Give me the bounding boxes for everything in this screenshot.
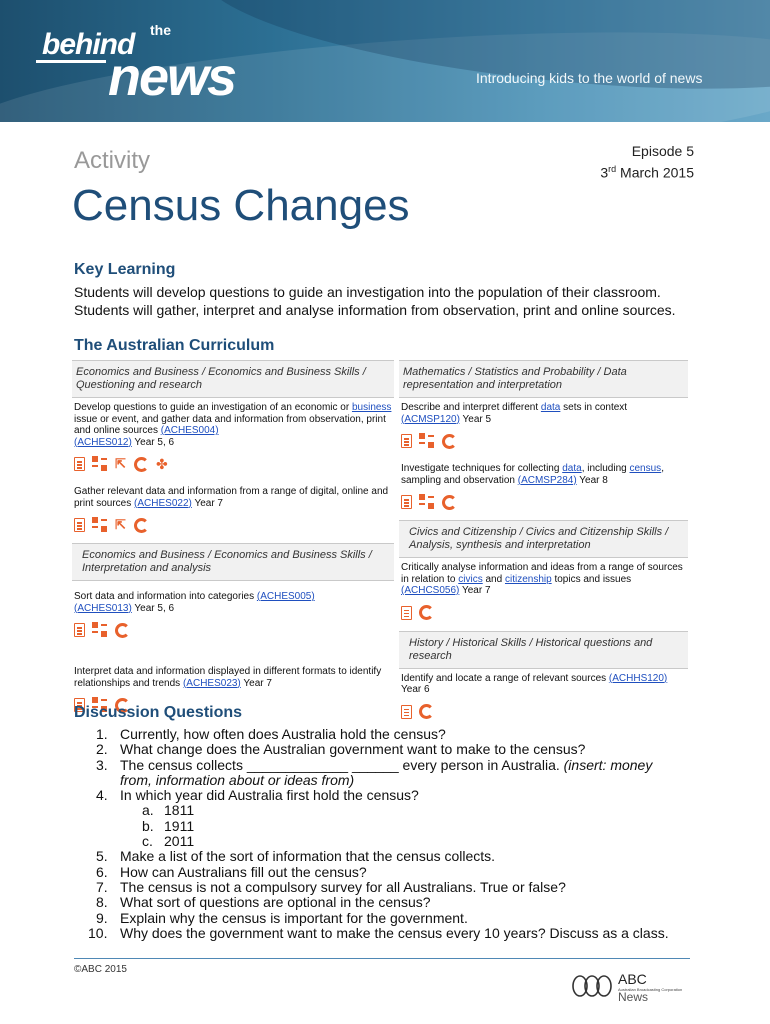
outcome-description: Gather relevant data and information from a range of digital, online and print sources (ACHES022) Year 7 — [74, 486, 389, 509]
logo-behind: behind — [42, 28, 135, 61]
outcome-description: Identify and locate a range of relevant sources (ACHHS120) Year 6 — [401, 672, 668, 695]
glossary-link[interactable]: citizenship — [504, 573, 552, 585]
footer-divider — [74, 958, 690, 959]
question-item: 1. Currently, how often does Australia hold the census? — [96, 726, 446, 742]
strand-header: Mathematics / Statistics and Probability / Data representation and interpretation — [399, 360, 688, 398]
curriculum-right-column — [399, 360, 688, 730]
outcome-description: Interpret data and information displayed in different formats to identify relationships and trends (ACHES023) Year 7 — [74, 666, 382, 689]
cursor-icon: ⇱ — [115, 456, 126, 471]
icon-row — [72, 509, 394, 543]
news-wordmark: News — [618, 990, 649, 1004]
date-day: 3 — [600, 164, 609, 181]
key-learning-line2: Students will gather, interpret and analyse information from observation, print and online sources. — [74, 302, 676, 318]
maths-icon — [92, 517, 108, 533]
c-icon — [134, 457, 149, 472]
icon-row — [399, 486, 688, 520]
c-icon — [442, 495, 457, 510]
code-link[interactable]: (ACHES005) — [256, 591, 315, 602]
glossary-link[interactable]: civics — [458, 573, 483, 585]
key-learning-heading: Key Learning — [74, 261, 176, 278]
strand-header: Civics and Citizenship / Civics and Citizenship Skills / Analysis, synthesis and interpretation — [399, 520, 688, 558]
copyright: ©ABC 2015 — [74, 964, 127, 975]
worksheet-icon — [74, 457, 85, 471]
c-icon — [419, 704, 434, 719]
question-item: 2. What change does the Australian government want to make to the census? — [96, 741, 586, 758]
icon-row — [72, 614, 394, 648]
question-item: 7. The census is not a compulsory survey for all Australians. True or false? — [96, 878, 566, 895]
question-item: 3. The census collects _____________ ______ every person in Australia. (insert: money — [96, 756, 653, 773]
strand-header: Economics and Business / Economics and Business Skills / Questioning and research — [72, 360, 394, 398]
maths-icon — [419, 494, 435, 510]
date-rest: March 2015 — [616, 164, 694, 181]
answer-option: b. 1911 — [142, 817, 195, 834]
logo-news: news — [108, 47, 236, 107]
abc-subtitle: Australian Broadcasting Corporation — [618, 987, 683, 992]
outcome-description: Critically analyse information and ideas from a range of sources in relation to civics and citizenship topics and issues (ACHCS056) Year 7 — [401, 562, 683, 596]
question-item: 10. Why does the government want to make the census every 10 years? Discuss as a class. — [88, 924, 669, 941]
answer-option: c. 2011 — [142, 833, 195, 850]
logo-the: the — [150, 22, 171, 38]
episode-number: Episode 5 — [631, 143, 694, 159]
question-continuation: from, information about or ideas from) — [120, 771, 355, 788]
strand-header: Economics and Business / Economics and Business Skills / Interpretation and analysis — [72, 543, 394, 581]
abc-swirl-icon — [572, 974, 612, 998]
page-title: Census Changes — [72, 181, 410, 230]
abc-wordmark: ABC — [618, 971, 647, 987]
question-item: 4. In which year did Australia first hold the census? — [96, 787, 419, 804]
abc-news-logo — [572, 970, 692, 1004]
strand-header: History / Historical Skills / Historical questions and research — [399, 631, 688, 669]
glossary-link[interactable]: data — [562, 463, 582, 474]
worksheet-icon — [74, 623, 85, 637]
key-learning-line1: Students will develop questions to guide an investigation into the population of their classroom. — [74, 284, 661, 300]
code-link[interactable]: (ACHES023) — [182, 677, 241, 689]
maths-icon — [419, 433, 435, 449]
c-icon — [115, 623, 130, 638]
worksheet-icon — [401, 705, 412, 719]
discussion-heading: Discussion Questions — [74, 704, 243, 721]
doc-kind: Activity — [74, 147, 151, 174]
code-link[interactable]: (ACHHS120) — [608, 672, 668, 684]
question-item: 5. Make a list of the sort of information that the census collects. — [96, 848, 496, 865]
glossary-link[interactable]: data — [540, 402, 561, 413]
c-icon — [442, 434, 457, 449]
code-link[interactable]: (ACMSP120) — [401, 413, 460, 425]
code-link[interactable]: (ACMSP284) — [517, 474, 577, 486]
worksheet-icon — [401, 495, 412, 509]
key-learning-text — [74, 283, 676, 319]
answer-option: a. 1811 — [142, 802, 195, 819]
leaf-icon: ✤ — [156, 456, 168, 472]
episode-info — [600, 142, 694, 182]
glossary-link[interactable]: census — [629, 463, 662, 474]
outcome-description: Describe and interpret different data sets in context (ACMSP120) Year 5 — [401, 402, 628, 425]
outcome-description: Sort data and information into categories (ACHES005) (ACHES013) Year 5, 6 — [74, 591, 315, 614]
glossary-link[interactable]: business — [351, 402, 392, 413]
episode-date — [600, 160, 694, 182]
maths-icon — [92, 622, 108, 638]
c-icon — [419, 605, 434, 620]
code-link[interactable]: (ACHES004) — [160, 425, 219, 436]
icon-row — [399, 425, 688, 459]
code-link[interactable]: (ACHES022) — [134, 497, 192, 509]
curriculum-left-column — [72, 360, 394, 723]
question-item: 6. How can Australians fill out the census? — [96, 863, 367, 880]
icon-row — [399, 597, 688, 631]
worksheet-icon — [401, 434, 412, 448]
question-item: 8. What sort of questions are optional in the census? — [96, 894, 431, 911]
question-list — [88, 726, 696, 941]
code-link[interactable]: (ACHCS056) — [401, 585, 460, 596]
date-suffix: rd — [608, 164, 617, 174]
worksheet-icon — [74, 518, 85, 532]
outcome-description: Investigate techniques for collecting data, including census, sampling and observation (ACMSP284) Year 8 — [401, 463, 664, 486]
code-link[interactable]: (ACHES013) — [74, 602, 132, 614]
tagline: Introducing kids to the world of news — [476, 70, 703, 86]
c-icon — [134, 518, 149, 533]
header-banner — [0, 0, 770, 122]
outcome-description: Develop questions to guide an investigation of an economic or business issue or event, and gather data and information from observation, print and online sources (ACHES004) (ACHES012) Year 5, 6 — [74, 402, 392, 448]
worksheet-icon — [401, 606, 412, 620]
icon-row — [399, 696, 688, 730]
question-item: 9. Explain why the census is important for the government. — [96, 909, 468, 926]
maths-icon — [92, 456, 108, 472]
curriculum-heading: The Australian Curriculum — [74, 337, 275, 354]
icon-row — [72, 448, 394, 482]
code-link[interactable]: (ACHES012) — [74, 436, 132, 448]
cursor-icon: ⇱ — [115, 517, 126, 532]
